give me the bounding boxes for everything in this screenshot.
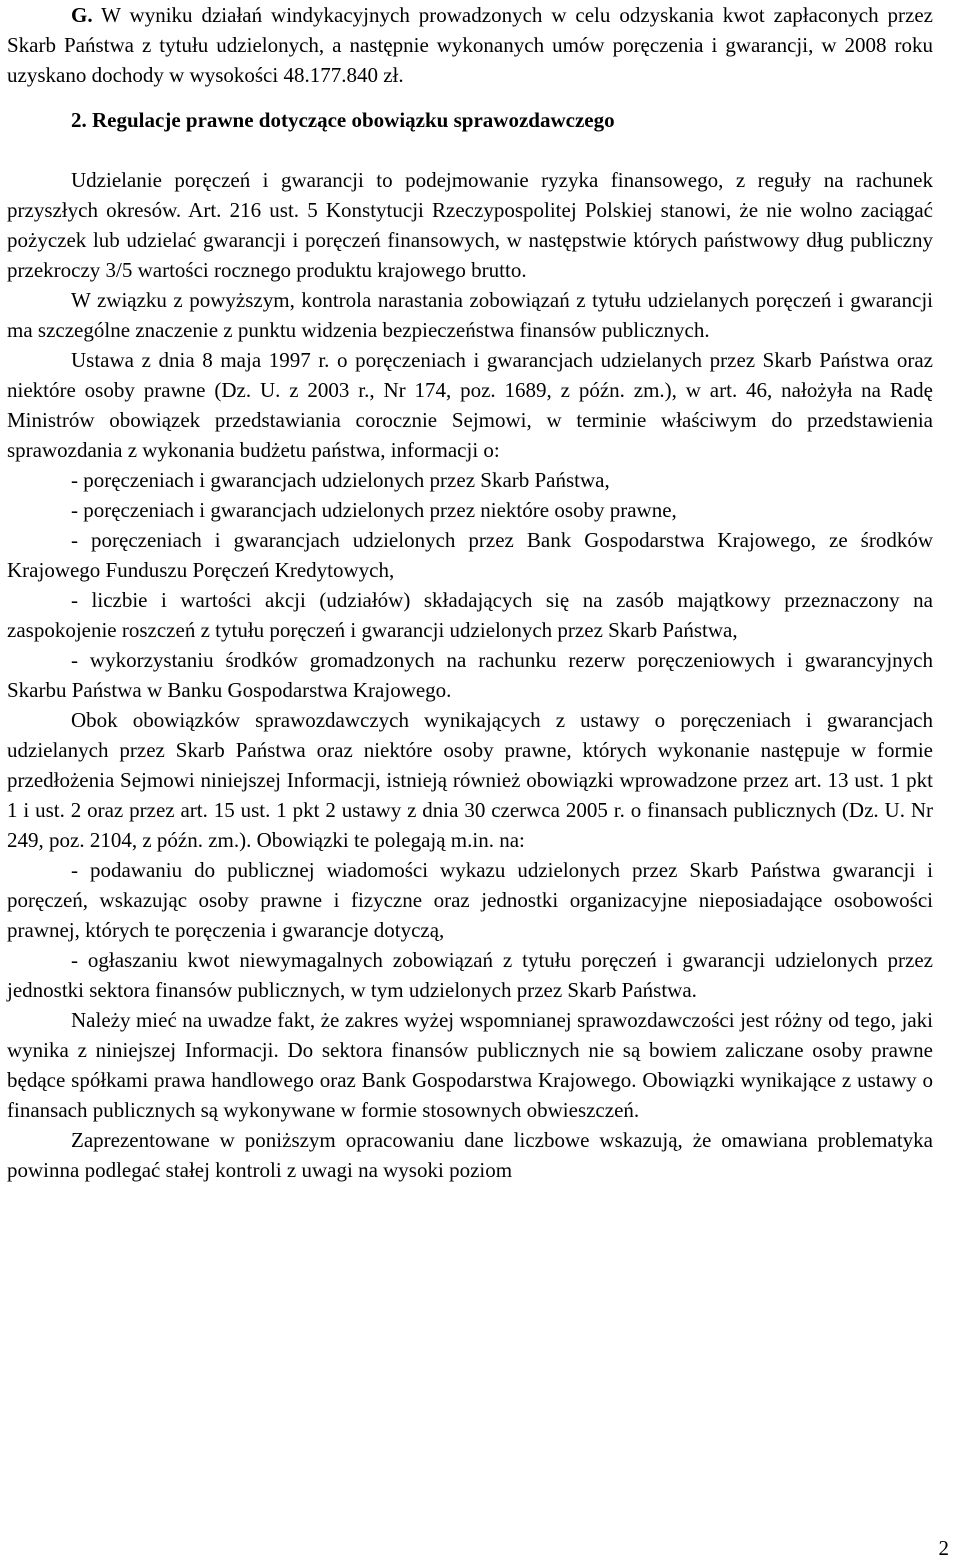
section-number: 2. [71, 108, 87, 132]
section-heading [7, 105, 933, 135]
list-item: - ogłaszaniu kwot niewymagalnych zobowiązań z tytułu poręczeń i gwarancji udzielonych przez jednostki sektora finansów publicznych, w tym udzielonych przez Skarb Państwa. [7, 948, 933, 1002]
list-item: - podawaniu do publicznej wiadomości wykazu udzielonych przez Skarb Państwa gwarancji i poręczeń, wskazując osoby prawne i fizyczne oraz jednostki organizacyjne nieposiadające osobowości prawnej, których te poręczenia i gwarancje dotyczą, [7, 858, 933, 942]
paragraph-data: Zaprezentowane w poniższym opracowaniu dane liczbowe wskazują, że omawiana problematyka powinna podlegać stałej kontroli z uwagi na wysoki poziom [7, 1128, 933, 1182]
list-item: - poręczeniach i gwarancjach udzielonych przez niektóre osoby prawne, [71, 498, 677, 522]
section-title: Regulacje prawne dotyczące obowiązku sprawozdawczego [92, 108, 615, 132]
list-item: - poręczeniach i gwarancjach udzielonych przez Skarb Państwa, [71, 468, 610, 492]
item-letter: G. [71, 3, 93, 27]
page-number: 2 [938, 1536, 949, 1560]
paragraph-scope: Należy mieć na uwadze fakt, że zakres wyżej wspomnianej sprawozdawczości jest różny od tego, jaki wynika z niniejszej Informacji. Do sektora finansów publicznych nie są bowiem zaliczane osoby prawne będące spółkami prawa handlowego oraz Bank Gospodarstwa Krajowego. Obowiązki wynikające z ustawy o finansach publicznych są wykonywane w formie stosownych obwieszczeń. [7, 1008, 933, 1122]
paragraph-control: W związku z powyższym, kontrola narastania zobowiązań z tytułu udzielanych poręczeń i gwarancji ma szczególne znaczenie z punktu widzenia bezpieczeństwa finansów publicznych. [7, 288, 933, 342]
document-page [7, 0, 933, 1185]
paragraph-obligations: Obok obowiązków sprawozdawczych wynikających z ustawy o poręczeniach i gwarancjach udzielanych przez Skarb Państwa oraz niektóre osoby prawne, których wykonanie następuje w formie przedłożenia Sejmowi niniejszej Informacji, istnieją również obowiązki wprowadzone przez art. 13 ust. 1 pkt 1 i ust. 2 oraz przez art. 15 ust. 1 pkt 2 ustawy z dnia 30 czerwca 2005 r. o finansach publicznych (Dz. U. Nr 249, poz. 2104, z późn. zm.). Obowiązki te polegają m.in. na: [7, 708, 933, 852]
list-item: - wykorzystaniu środków gromadzonych na rachunku rezerw poręczeniowych i gwarancyjnych Skarbu Państwa w Banku Gospodarstwa Krajowego. [7, 648, 933, 702]
paragraph-act: Ustawa z dnia 8 maja 1997 r. o poręczeniach i gwarancjach udzielanych przez Skarb Państwa oraz niektóre osoby prawne (Dz. U. z 2003 r., Nr 174, poz. 1689, z późn. zm.), w art. 46, nałożyła na Radę Ministrów obowiązek przedstawiania corocznie Sejmowi, w terminie właściwym do przedstawienia sprawozdania z wykonania budżetu państwa, informacji o: [7, 348, 933, 462]
intro-paragraph [7, 0, 933, 90]
paragraph-constitution: Udzielanie poręczeń i gwarancji to podejmowanie ryzyka finansowego, z reguły na rachunek przyszłych okresów. Art. 216 ust. 5 Konstytucji Rzeczypospolitej Polskiej stanowi, że nie wolno zaciągać pożyczek lub udzielać gwarancji i poręczeń finansowych, w następstwie których państwowy dług publiczny przekroczy 3/5 wartości rocznego produktu krajowego brutto. [7, 168, 933, 282]
list-item: - liczbie i wartości akcji (udziałów) składających się na zasób majątkowy przeznaczony na zaspokojenie roszczeń z tytułu poręczeń i gwarancji udzielonych przez Skarb Państwa, [7, 588, 933, 642]
list-item: - poręczeniach i gwarancjach udzielonych przez Bank Gospodarstwa Krajowego, ze środków Krajowego Funduszu Poręczeń Kredytowych, [7, 528, 933, 582]
intro-text: W wyniku działań windykacyjnych prowadzonych w celu odzyskania kwot zapłaconych przez Skarb Państwa z tytułu udzielonych, a następnie wykonanych umów poręczenia i gwarancji, w 2008 roku uzyskano dochody w wysokości 48.177.840 zł. [7, 3, 933, 87]
